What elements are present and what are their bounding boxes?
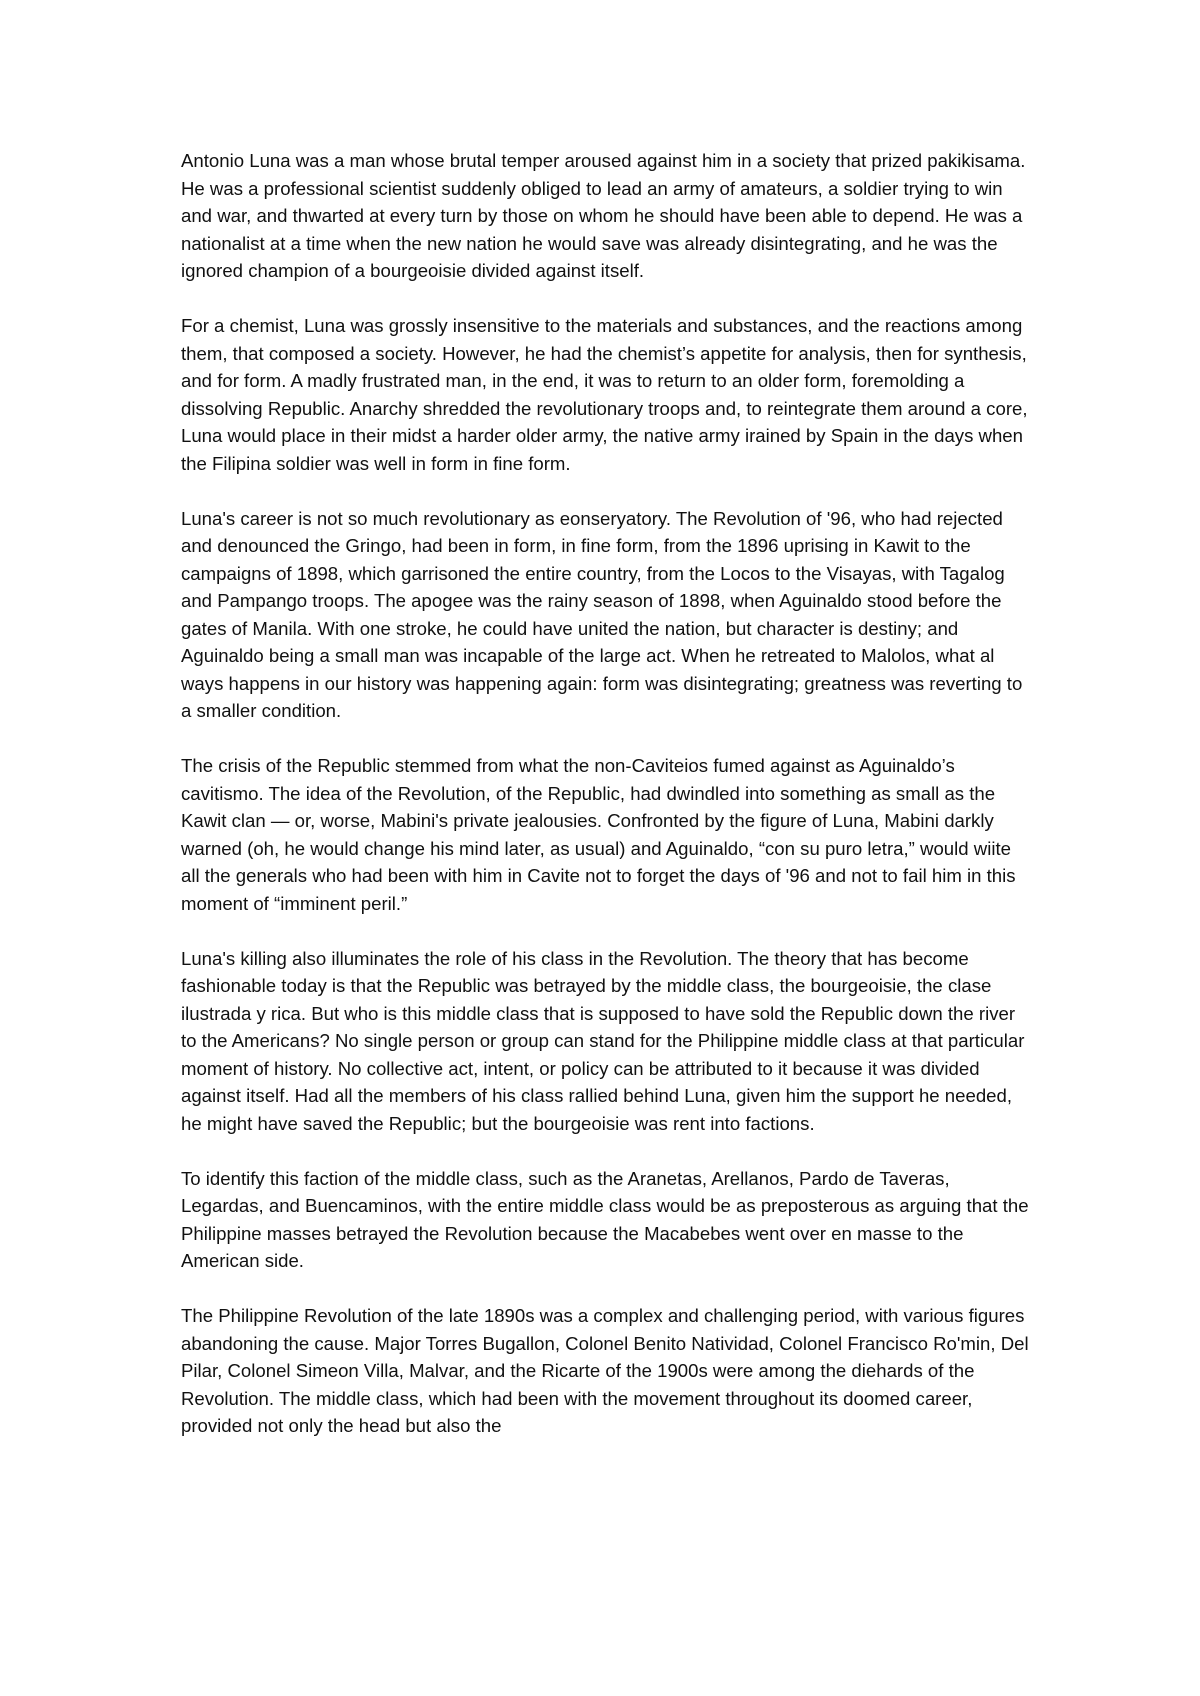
paragraph-2: For a chemist, Luna was grossly insensitive to the materials and substances, and the reactions among them, that composed a society. However, he had the chemist’s appetite for analysis, then for synthesis, and for form. A madly frustrated man, in the end, it was to return to an older form, foremolding a dissolving Republic. Anarchy shredded the revolutionary troops and, to reintegrate them around a core, Luna would place in their midst a harder older army, the native army irained by Spain in the days when the Filipina soldier was well in form in fine form. <box>181 315 1028 474</box>
document-body <box>181 147 1031 1467</box>
paragraph-5: Luna's killing also illuminates the role of his class in the Revolution. The theory that has become fashionable today is that the Republic was betrayed by the middle class, the bourgeoisie, the clase ilustrada y rica. But who is this middle class that is supposed to have sold the Republic down the river to the Americans? No single person or group can stand for the Philippine middle class at that particular moment of history. No collective act, intent, or policy can be attributed to it because it was divided against itself. Had all the members of his class rallied behind Luna, given him the support he needed, he might have saved the Republic; but the bourgeoisie was rent into factions. <box>181 947 1025 1134</box>
paragraph-4: The crisis of the Republic stemmed from what the non-Caviteios fumed against as Aguinaldo’s cavitismo. The idea of the Revolution, of the Republic, had dwindled into something as small as the Kawit clan — or, worse, Mabini's private jealousies. Confronted by the figure of Luna, Mabini darkly warned (oh, he would change his mind later, as usual) and Aguinaldo, “con su puro letra,” would wiite all the generals who had been with him in Cavite not to forget the days of '96 and not to fail him in this moment of “imminent peril.” <box>181 755 1016 914</box>
paragraph-1: Antonio Luna was a man whose brutal temper aroused against him in a society that prized pakikisama. He was a professional scientist suddenly obliged to lead an army of amateurs, a soldier trying to win and war, and thwarted at every turn by those on whom he should have been able to depend. He was a nationalist at a time when the new nation he would save was already disintegrating, and he was the ignored champion of a bourgeoisie divided against itself. <box>181 150 1026 281</box>
paragraph-3: Luna's career is not so much revolutionary as eonseryatory. The Revolution of '96, who had rejected and denounced the Gringo, had been in form, in fine form, from the 1896 uprising in Kawit to the campaigns of 1898, which garrisoned the entire country, from the Locos to the Visayas, with Tagalog and Pampango troops. The apogee was the rainy season of 1898, when Aguinaldo stood before the gates of Manila. With one stroke, he could have united the nation, but character is destiny; and Aguinaldo being a small man was incapable of the large act. When he retreated to Malolos, what al ways happens in our history was happening again: form was disintegrating; greatness was reverting to a smaller condition. <box>181 507 1023 721</box>
paragraph-6: To identify this faction of the middle class, such as the Aranetas, Arellanos, Pardo de Taveras, Legardas, and Buencaminos, with the entire middle class would be as preposterous as arguing that the Philippine masses betrayed the Revolution because the Macabebes went over en masse to the American side. <box>181 1167 1029 1271</box>
paragraph-7: The Philippine Revolution of the late 1890s was a complex and challenging period, with various figures abandoning the cause. Major Torres Bugallon, Colonel Benito Natividad, Colonel Francisco Ro'min, Del Pilar, Colonel Simeon Villa, Malvar, and the Ricarte of the 1900s were among the diehards of the Revolution. The middle class, which had been with the movement throughout its doomed career, provided not only the head but also the <box>181 1305 1029 1436</box>
